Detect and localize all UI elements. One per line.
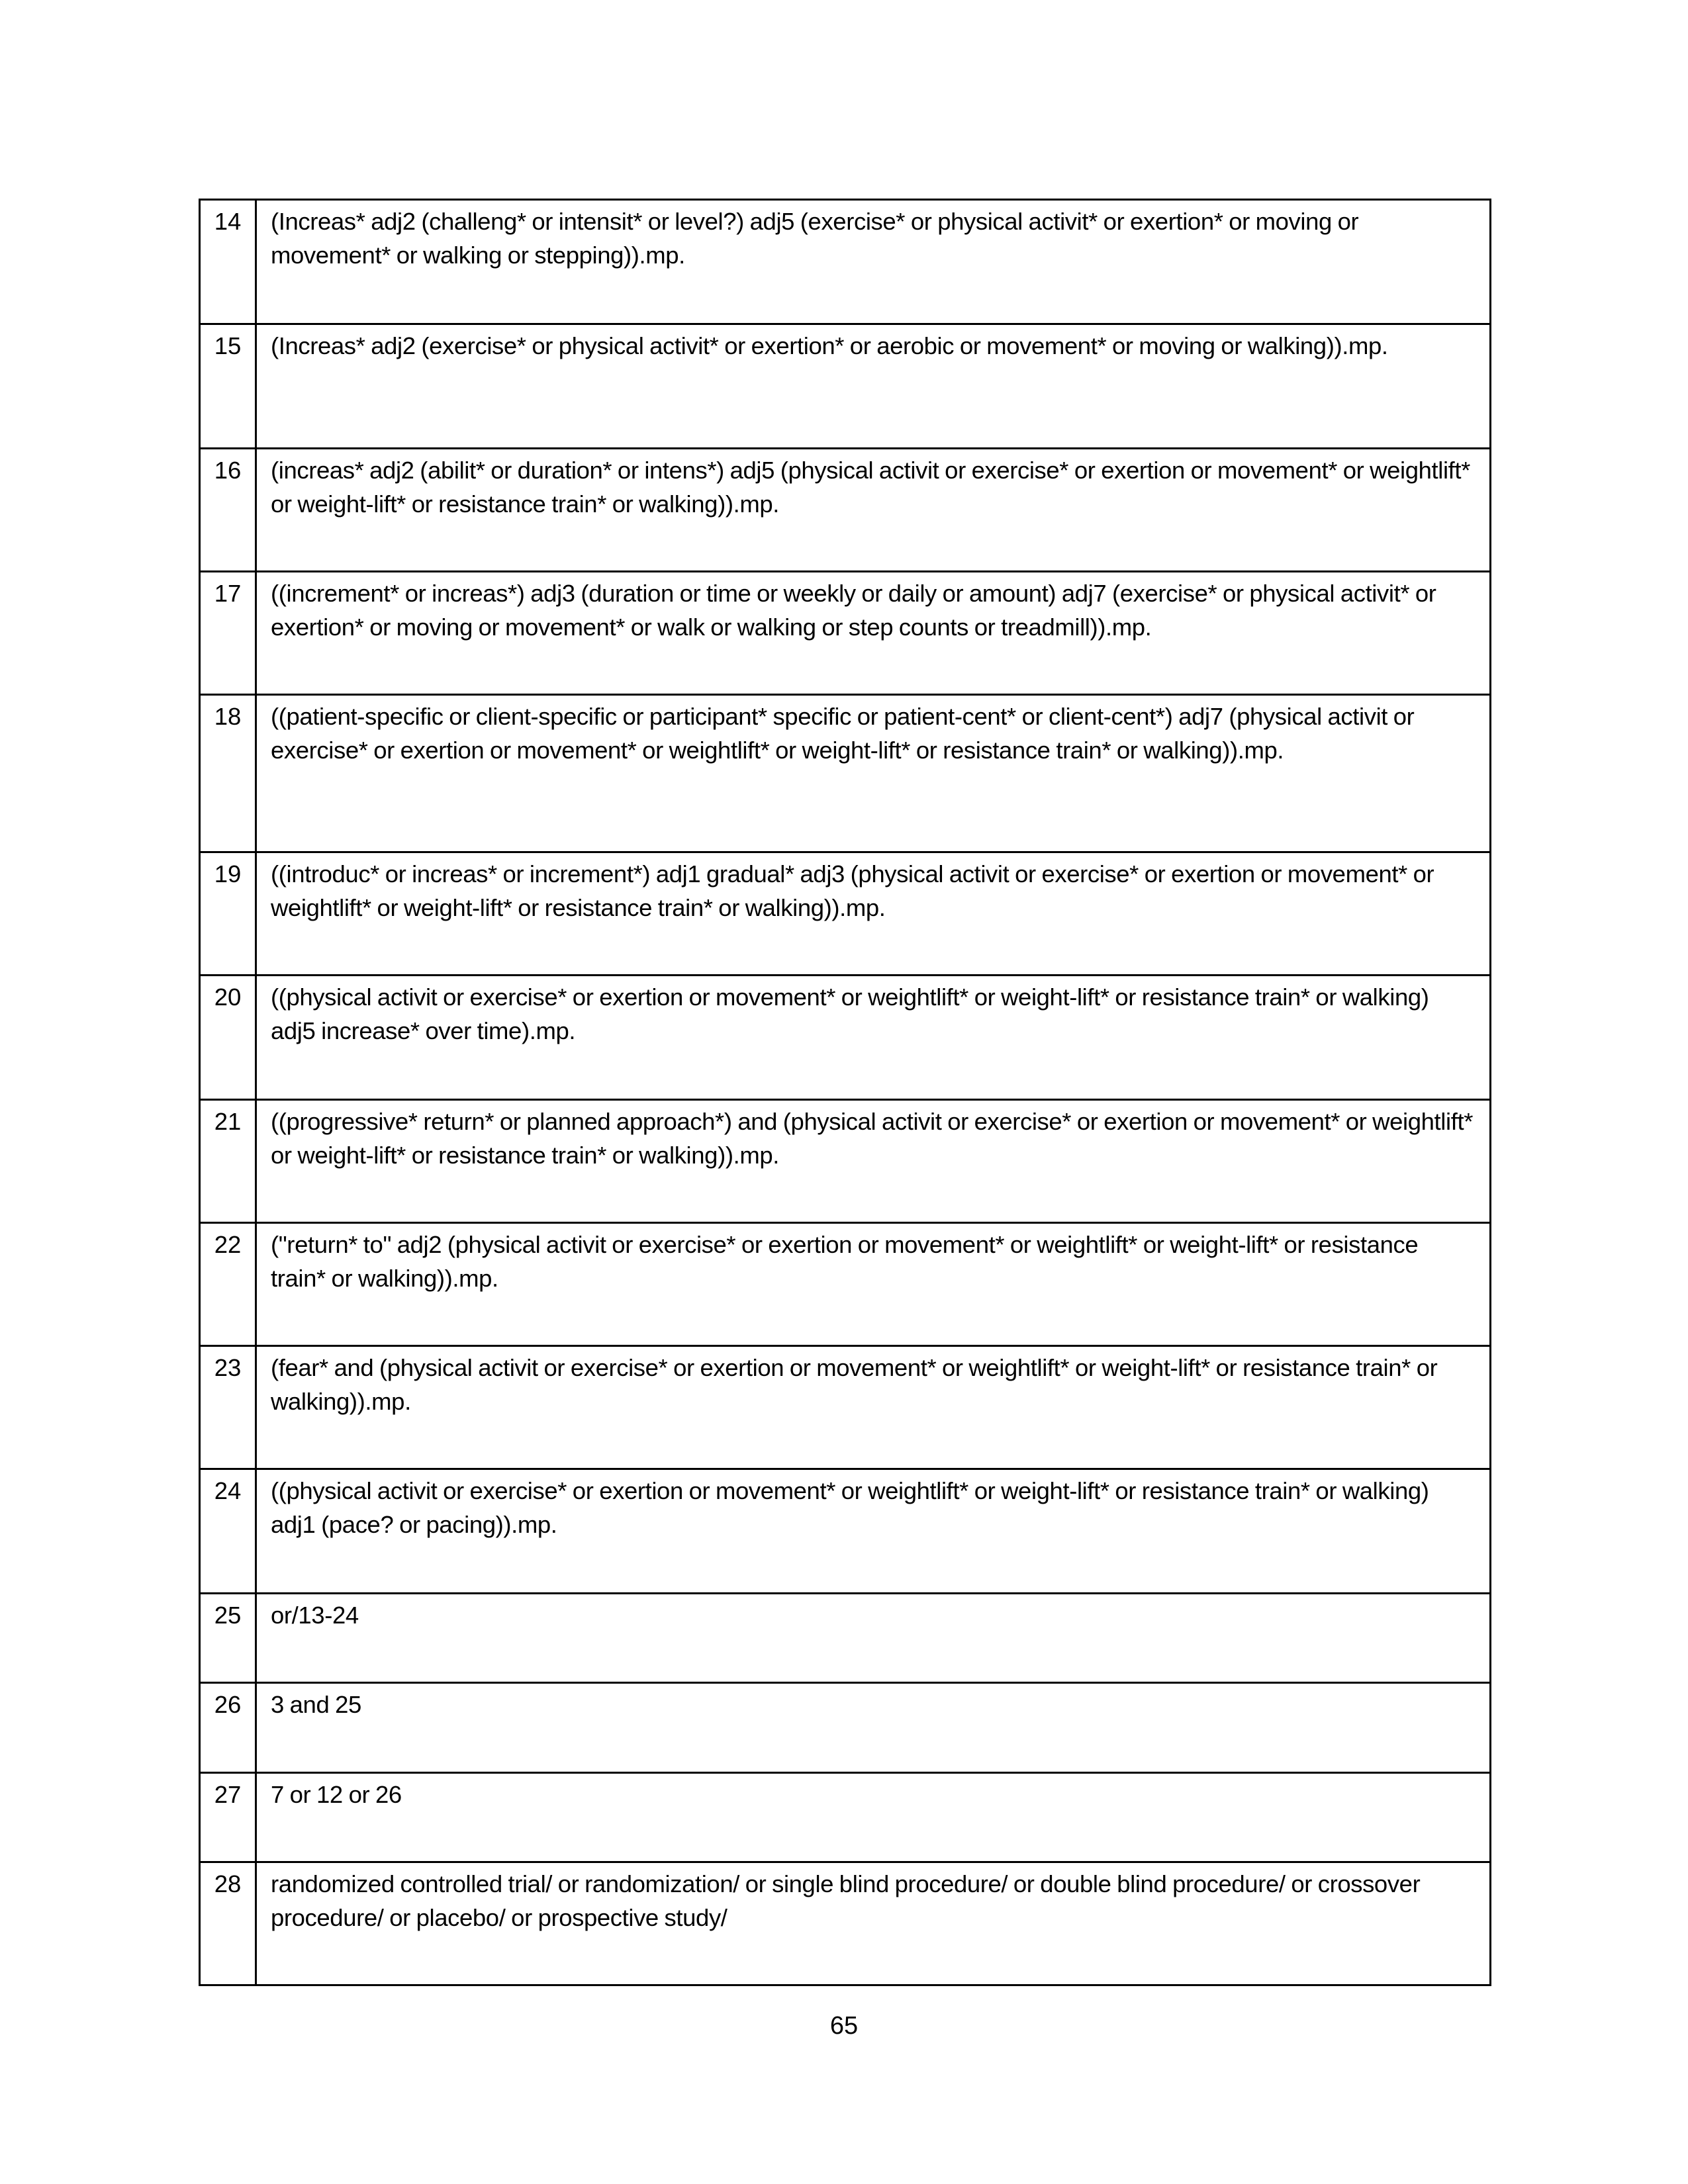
- search-query: ((progressive* return* or planned approach*) and (physical activit or exercise* or exertion or movement* or weightlift* or weight-lift* or resistance train* or walking)).mp.: [256, 1100, 1491, 1223]
- table-row: [200, 695, 1491, 852]
- table-row: [200, 324, 1491, 449]
- table-row: [200, 1469, 1491, 1594]
- line-number: 15: [200, 324, 256, 449]
- line-number: 19: [200, 852, 256, 976]
- line-number: 18: [200, 695, 256, 852]
- table-row: [200, 449, 1491, 572]
- table-row: [200, 1773, 1491, 1862]
- line-number: 27: [200, 1773, 256, 1862]
- line-number: 25: [200, 1594, 256, 1683]
- line-number: 21: [200, 1100, 256, 1223]
- table-row: [200, 1346, 1491, 1469]
- search-query: ("return* to" adj2 (physical activit or exercise* or exertion or movement* or weightlift* or weight-lift* or resistance train* or walking)).mp.: [256, 1223, 1491, 1346]
- table-row: [200, 1223, 1491, 1346]
- line-number: 22: [200, 1223, 256, 1346]
- table-row: [200, 1862, 1491, 1985]
- table-row: [200, 976, 1491, 1100]
- search-query: (increas* adj2 (abilit* or duration* or intens*) adj5 (physical activit or exercise* or exertion or movement* or weightlift* or weight-lift* or resistance train* or walking)).mp.: [256, 449, 1491, 572]
- table-row: [200, 852, 1491, 976]
- table-row: [200, 1100, 1491, 1223]
- line-number: 24: [200, 1469, 256, 1594]
- table-row: [200, 572, 1491, 695]
- line-number: 17: [200, 572, 256, 695]
- line-number: 26: [200, 1683, 256, 1773]
- search-query: or/13-24: [256, 1594, 1491, 1683]
- line-number: 23: [200, 1346, 256, 1469]
- table-row: [200, 200, 1491, 324]
- search-query: ((physical activit or exercise* or exertion or movement* or weightlift* or weight-lift* or resistance train* or walking) adj1 (pace? or pacing)).mp.: [256, 1469, 1491, 1594]
- search-query: ((introduc* or increas* or increment*) adj1 gradual* adj3 (physical activit or exercise* or exertion or movement* or weightlift* or weight-lift* or resistance train* or walking)).mp.: [256, 852, 1491, 976]
- search-query: 7 or 12 or 26: [256, 1773, 1491, 1862]
- search-query: ((physical activit or exercise* or exertion or movement* or weightlift* or weight-lift* or resistance train* or walking) adj5 increase* over time).mp.: [256, 976, 1491, 1100]
- search-query: randomized controlled trial/ or randomization/ or single blind procedure/ or double blind procedure/ or crossover procedure/ or placebo/ or prospective study/: [256, 1862, 1491, 1985]
- line-number: 16: [200, 449, 256, 572]
- line-number: 28: [200, 1862, 256, 1985]
- line-number: 14: [200, 200, 256, 324]
- table-row: [200, 1594, 1491, 1683]
- search-query: ((patient-specific or client-specific or participant* specific or patient-cent* or client-cent*) adj7 (physical activit or exercise* or exertion or movement* or weightlift* or weight-lift* or resistance train* or walking)).mp.: [256, 695, 1491, 852]
- search-query: (fear* and (physical activit or exercise* or exertion or movement* or weightlift* or weight-lift* or resistance train* or walking)).mp.: [256, 1346, 1491, 1469]
- search-query: 3 and 25: [256, 1683, 1491, 1773]
- table-row: [200, 1683, 1491, 1773]
- search-query: ((increment* or increas*) adj3 (duration or time or weekly or daily or amount) adj7 (exercise* or physical activit* or exertion* or moving or movement* or walk or walking or step counts or treadmill)).mp.: [256, 572, 1491, 695]
- line-number: 20: [200, 976, 256, 1100]
- search-strategy-table: [199, 199, 1491, 1986]
- search-query: (Increas* adj2 (exercise* or physical activit* or exertion* or aerobic or movement* or moving or walking)).mp.: [256, 324, 1491, 449]
- search-query: (Increas* adj2 (challeng* or intensit* or level?) adj5 (exercise* or physical activit* or exertion* or moving or movement* or walking or stepping)).mp.: [256, 200, 1491, 324]
- page-number: 65: [829, 2012, 859, 2040]
